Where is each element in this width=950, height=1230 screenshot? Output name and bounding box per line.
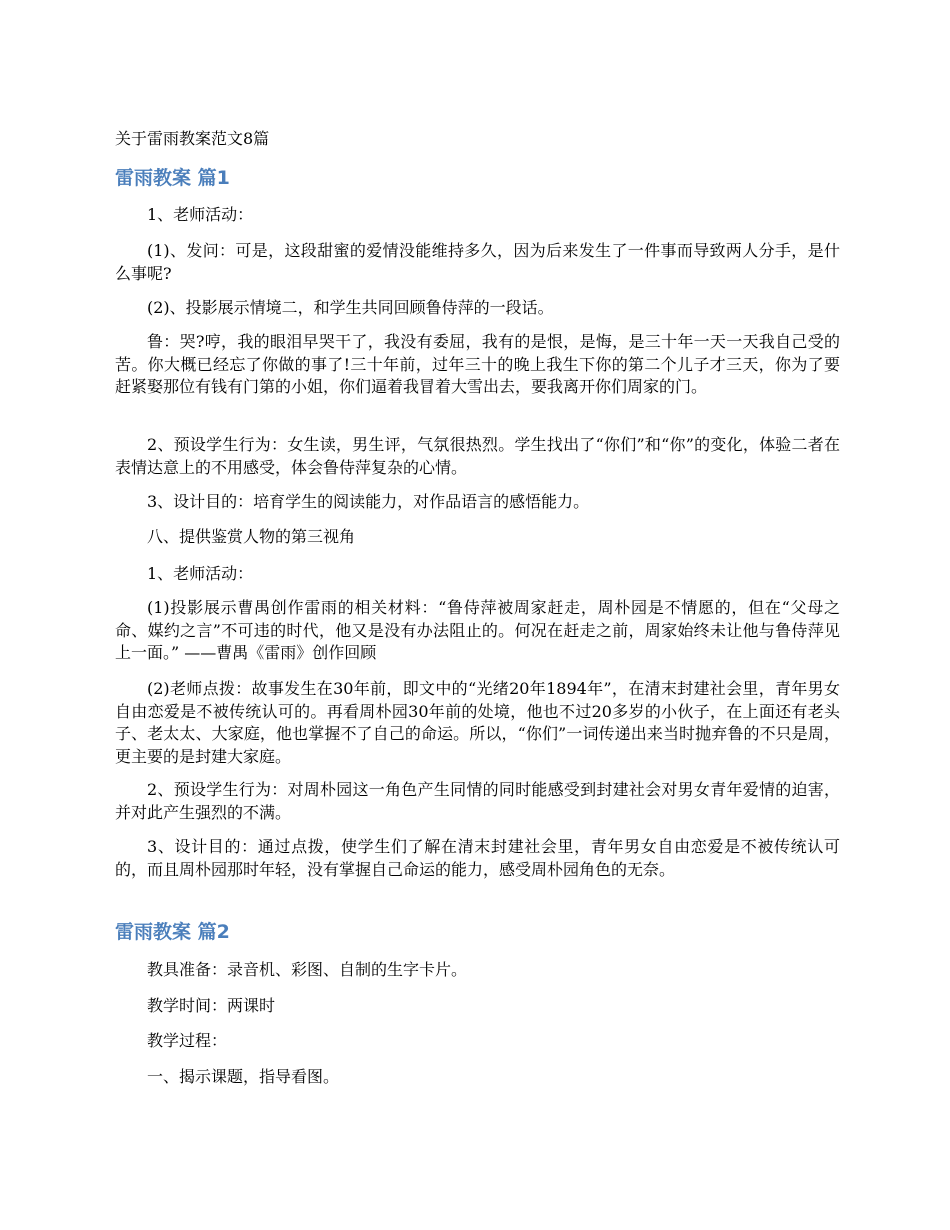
paragraph: 2、预设学生行为：对周朴园这一角色产生同情的同时能感受到封建社会对男女青年爱情的迫害，并对此产生强烈的不满。	[115, 780, 840, 822]
paragraph: 一、揭示课题，指导看图。	[147, 1067, 340, 1086]
paragraph: 2、预设学生行为：女生读，男生评，气氛很热烈。学生找出了“你们”和“你”的变化，体验二者在表情达意上的不用感受，体会鲁侍萍复杂的心情。	[115, 435, 840, 477]
section-heading-2: 雷雨教案 篇2	[115, 921, 230, 943]
paragraph: 鲁：哭?哼，我的眼泪早哭干了，我没有委屈，我有的是恨，是悔，是三十年一天一天我自己受的苦。你大概已经忘了你做的事了!三十年前，过年三十的晚上我生下你的第二个儿子才三天，你为了要赶紧娶那位有钱有门第的小姐，你们逼着我冒着大雪出去，要我离开你们周家的门。	[115, 332, 840, 396]
paragraph: 教学过程：	[147, 1031, 228, 1050]
section-heading-1: 雷雨教案 篇1	[115, 167, 230, 189]
paragraph: 1、老师活动：	[147, 564, 254, 583]
paragraph: 1、老师活动：	[147, 205, 254, 224]
paragraph: (1)投影展示曹禺创作雷雨的相关材料：“鲁侍萍被周家赶走，周朴园是不情愿的，但在“父母之命、媒约之言”不可违的时代，他又是没有办法阻止的。何况在赶走之前，周家始终未让他与鲁侍萍见上一面。” ——曹禺《雷雨》创作回顾	[115, 598, 840, 662]
paragraph: 八、提供鉴赏人物的第三视角	[147, 527, 356, 546]
paragraph: (2)、投影展示情境二，和学生共同回顾鲁侍萍的一段话。	[147, 298, 554, 317]
paragraph: (1)、发问：可是，这段甜蜜的爱情没能维持多久，因为后来发生了一件事而导致两人分手，是什么事呢?	[115, 241, 840, 283]
paragraph: 教学时间：两课时	[147, 996, 276, 1015]
paragraph: 3、设计目的：培育学生的阅读能力，对作品语言的感悟能力。	[147, 492, 590, 511]
paragraph: 教具准备：录音机、彩图、自制的生字卡片。	[147, 960, 468, 979]
paragraph: (2)老师点拨：故事发生在30年前，即文中的“光绪20年1894年”，在清末封建社会里，青年男女自由恋爱是不被传统认可的。再看周朴园30年前的处境，他也不过20多岁的小伙子，在上面还有老头子、老太太、大家庭，他也掌握不了自己的命运。所以，“你们”一词传递出来当时抛弃鲁的不只是周，更主要的是封建大家庭。	[115, 679, 840, 766]
paragraph: 3、设计目的：通过点拨，使学生们了解在清末封建社会里，青年男女自由恋爱是不被传统认可的，而且周朴园那时年轻，没有掌握自己命运的能力，感受周朴园角色的无奈。	[115, 837, 840, 879]
document-title: 关于雷雨教案范文8篇	[115, 129, 270, 148]
